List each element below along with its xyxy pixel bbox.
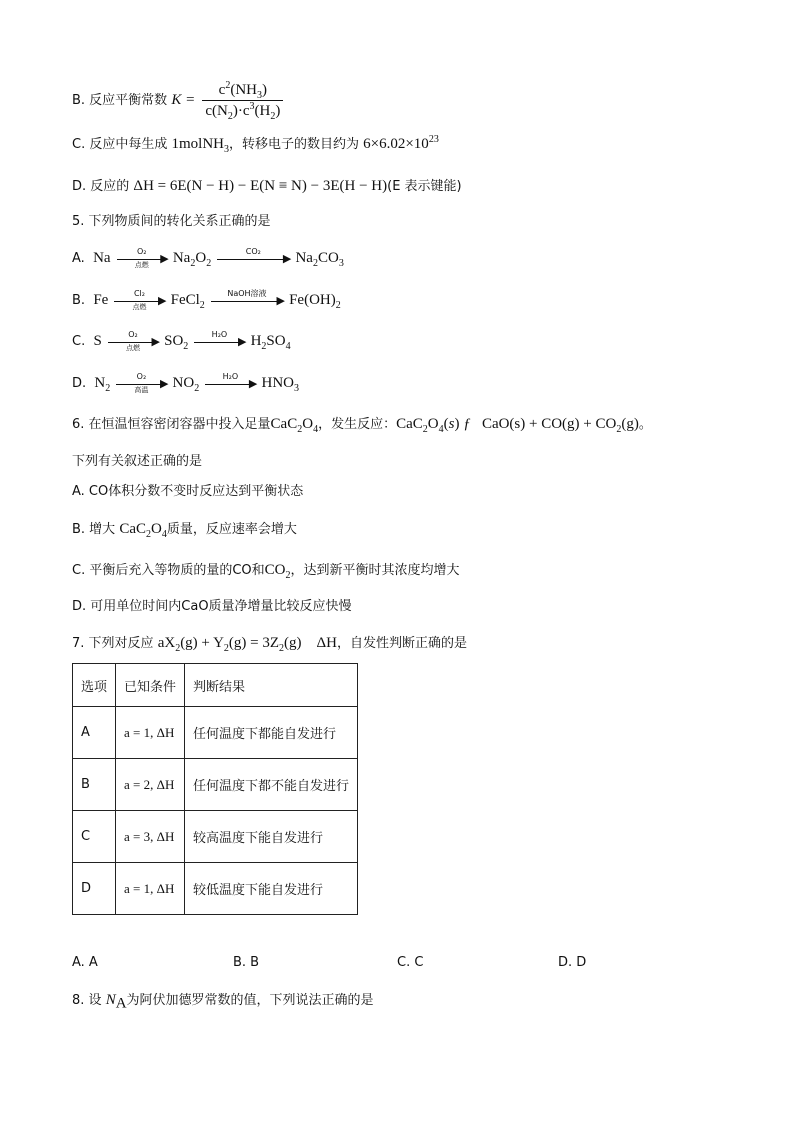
q8-stem-post: 为阿伏加德罗常数的值，下列说法正确的是 xyxy=(126,993,374,1008)
answer-a: A. A xyxy=(72,955,98,970)
q8-stem-pre: 8. 设 xyxy=(72,993,102,1008)
row-result: 较低温度下能自发进行 xyxy=(185,863,358,915)
answer-c: C. C xyxy=(397,955,424,970)
row-condition: a = 3, ΔH xyxy=(116,811,185,863)
q4-b-k: K = xyxy=(171,92,196,108)
q7-stem: 7. 下列对反应 $aX_2(g) + Y_2(g) = 3Z_2(g)$ ΔH，自发性判断正确的是 xyxy=(72,635,468,654)
arrow-icon: H₂O ▶ xyxy=(194,332,244,352)
answer-b: B. B xyxy=(233,955,260,970)
q7-table xyxy=(72,663,358,915)
row-result: 较高温度下能自发进行 xyxy=(185,811,358,863)
q4-d-label: D. 反应的 xyxy=(72,179,130,194)
table-header-row xyxy=(73,664,358,707)
q6-option-a: A. CO体积分数不变时反应达到平衡状态 xyxy=(72,484,304,499)
q5-c-label: C. xyxy=(72,334,86,349)
q6-stem-b: ，发生反应： xyxy=(318,417,397,432)
row-option: A xyxy=(73,707,116,759)
row-option: B xyxy=(73,759,116,811)
q6-option-d: D. 可用单位时间内CaO质量净增量比较反应快慢 xyxy=(72,599,352,614)
q6-stem-2: 下列有关叙述正确的是 xyxy=(72,454,203,469)
arrow-icon: O₂ ▶ 高温 xyxy=(116,374,166,394)
row-option: C xyxy=(73,811,116,863)
row-option: D xyxy=(73,863,116,915)
q5-d-label: D. xyxy=(72,376,87,391)
q5-a-label: A. xyxy=(72,251,85,266)
q6-c-pre: C. 平衡后充入等物质的量的CO和 xyxy=(72,563,265,578)
q5-b-label: B. xyxy=(72,293,86,308)
q5-option-d: D. $N_2$ O₂ ▶ 高温 $NO_2$ H₂O ▶ $HNO_3$ xyxy=(72,371,299,394)
arrow-icon: NaOH溶液 ▶ xyxy=(211,291,283,311)
row-result: 任何温度下都能自发进行 xyxy=(185,707,358,759)
arrow-icon: O₂ ▶ 点燃 xyxy=(108,332,158,352)
row-result: 任何温度下都不能自发进行 xyxy=(185,759,358,811)
arrow-icon: Cl₂ ▶ 点燃 xyxy=(114,291,164,311)
equilibrium-fraction: $\frac{c^2(NH_3)}{c(N_2)\cdot c^3(H_2)}$ xyxy=(202,80,283,121)
q4-b-label: B. 反应平衡常数 xyxy=(72,93,168,108)
row-condition: a = 2, ΔH xyxy=(116,759,185,811)
table-row xyxy=(73,811,358,863)
q6-option-b: B. 增大 $CaC_2O_4$质量，反应速率会增大 xyxy=(72,521,297,540)
q4-c-mid: ，转移电子的数目约为 xyxy=(228,137,359,152)
q5-option-a: A. Na O₂ ▶ 点燃 $Na_2O_2$ CO₂ ▶ $Na_2CO_3$ xyxy=(72,246,344,269)
q4-option-c: C. 反应中每生成 1molNH$_3$，转移电子的数目约为 $6\times 6.02\times 10^{23}$ xyxy=(72,134,439,155)
q7-stem-pre: 7. 下列对反应 xyxy=(72,636,154,651)
q6-stem: 6. 在恒温恒容密闭容器中投入足量$CaC_2O_4$，发生反应：$CaC_2O_4(s)$ ƒ $CaO(s) + CO(g) + CO_2(g)$。 xyxy=(72,416,652,435)
header-result: 判断结果 xyxy=(185,664,358,707)
arrow-icon: CO₂ ▶ xyxy=(217,249,289,269)
header-condition: 已知条件 xyxy=(116,664,185,707)
header-option: 选项 xyxy=(73,664,116,707)
q6-c-post: ，达到新平衡时其浓度均增大 xyxy=(290,563,460,578)
answer-d: D. D xyxy=(558,955,587,970)
row-condition: a = 1, ΔH xyxy=(116,863,185,915)
row-condition: a = 1, ΔH xyxy=(116,707,185,759)
q6-b-post: 质量，反应速率会增大 xyxy=(166,522,297,537)
table-row xyxy=(73,863,358,915)
q6-b-pre: B. 增大 xyxy=(72,522,116,537)
q4-d-note: (E 表示键能) xyxy=(387,179,462,194)
table-row xyxy=(73,707,358,759)
table-row xyxy=(73,759,358,811)
q4-c-label: C. 反应中每生成 xyxy=(72,137,168,152)
q4-d-expr: ΔH = 6E(N − H) − E(N ≡ N) − 3E(H − H) xyxy=(133,178,388,194)
q4-option-d xyxy=(72,176,462,197)
q5-option-c: C. S O₂ ▶ 点燃 $SO_2$ H₂O ▶ $H_2SO_4$ xyxy=(72,329,291,352)
arrow-icon: O₂ ▶ 点燃 xyxy=(117,249,167,269)
q4-option-b xyxy=(72,80,286,121)
q5-stem: 5. 下列物质间的转化关系正确的是 xyxy=(72,214,271,229)
q5-option-b: B. Fe Cl₂ ▶ 点燃 FeCl$_2$ NaOH溶液 ▶ $Fe(OH)_2$ xyxy=(72,288,341,311)
q8-stem: 8. 设 $N_A$为阿伏加德罗常数的值，下列说法正确的是 xyxy=(72,992,374,1012)
arrow-icon: H₂O ▶ xyxy=(205,374,255,394)
q7-stem-post: ，自发性判断正确的是 xyxy=(337,636,468,651)
q6-option-c: C. 平衡后充入等物质的量的CO和$CO_2$，达到新平衡时其浓度均增大 xyxy=(72,562,460,581)
q6-stem-a: 6. 在恒温恒容密闭容器中投入足量 xyxy=(72,417,271,432)
